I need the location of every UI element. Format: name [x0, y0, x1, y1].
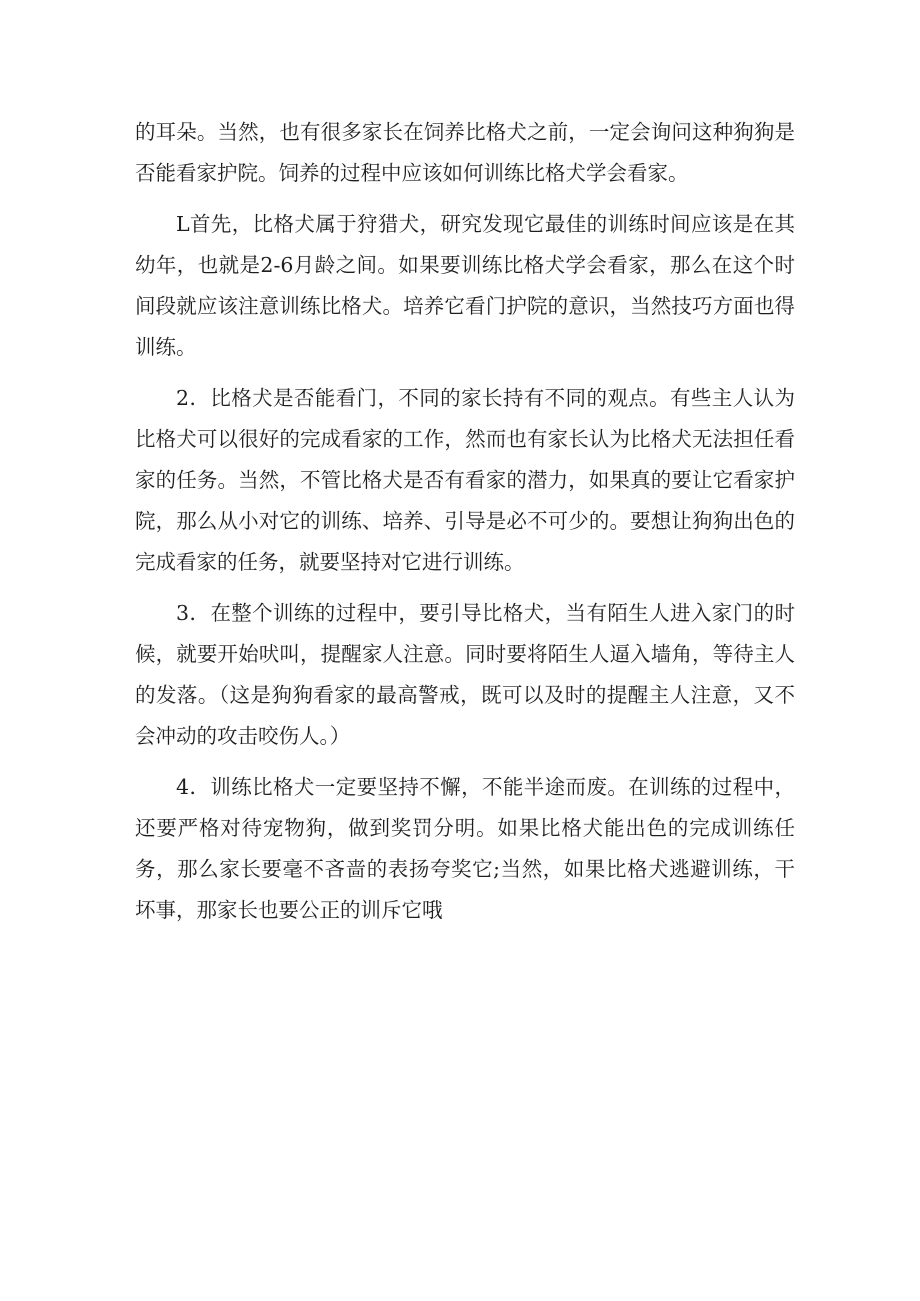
paragraph-point-4: 4．训练比格犬一定要坚持不懈，不能半途而废。在训练的过程中，还要严格对待宠物狗，做到奖罚分明。如果比格犬能出色的完成训练任务，那么家长要毫不吝啬的表扬夸奖它;当然，如果比格犬逃避训练，干坏事，那家长也要公正的训斥它哦 — [135, 775, 795, 922]
paragraph-intro: 的耳朵。当然，也有很多家长在饲养比格犬之前，一定会询问这种狗狗是否能看家护院。饲养的过程中应该如何训练比格犬学会看家。 — [135, 120, 795, 185]
paragraph-point-2: 2．比格犬是否能看门，不同的家长持有不同的观点。有些主人认为比格犬可以很好的完成看家的工作，然而也有家长认为比格犬无法担任看家的任务。当然，不管比格犬是否有看家的潜力，如果真的要让它看家护院，那么从小对它的训练、培养、引导是必不可少的。要想让狗狗出色的完成看家的任务，就要坚持对它进行训练。 — [135, 386, 795, 574]
paragraph-point-3: 3．在整个训练的过程中，要引导比格犬，当有陌生人进入家门的时候，就要开始吠叫，提醒家人注意。同时要将陌生人逼入墙角，等待主人的发落。（这是狗狗看家的最高警戒，既可以及时的提醒主人注意，又不会冲动的攻击咬伤人。） — [135, 601, 795, 748]
paragraph-point-1: L首先，比格犬属于狩猎犬，研究发现它最佳的训练时间应该是在其幼年，也就是2-6月龄之间。如果要训练比格犬学会看家，那么在这个时间段就应该注意训练比格犬。培养它看门护院的意识，当然技巧方面也得训练。 — [135, 212, 795, 359]
document-body — [135, 112, 795, 941]
